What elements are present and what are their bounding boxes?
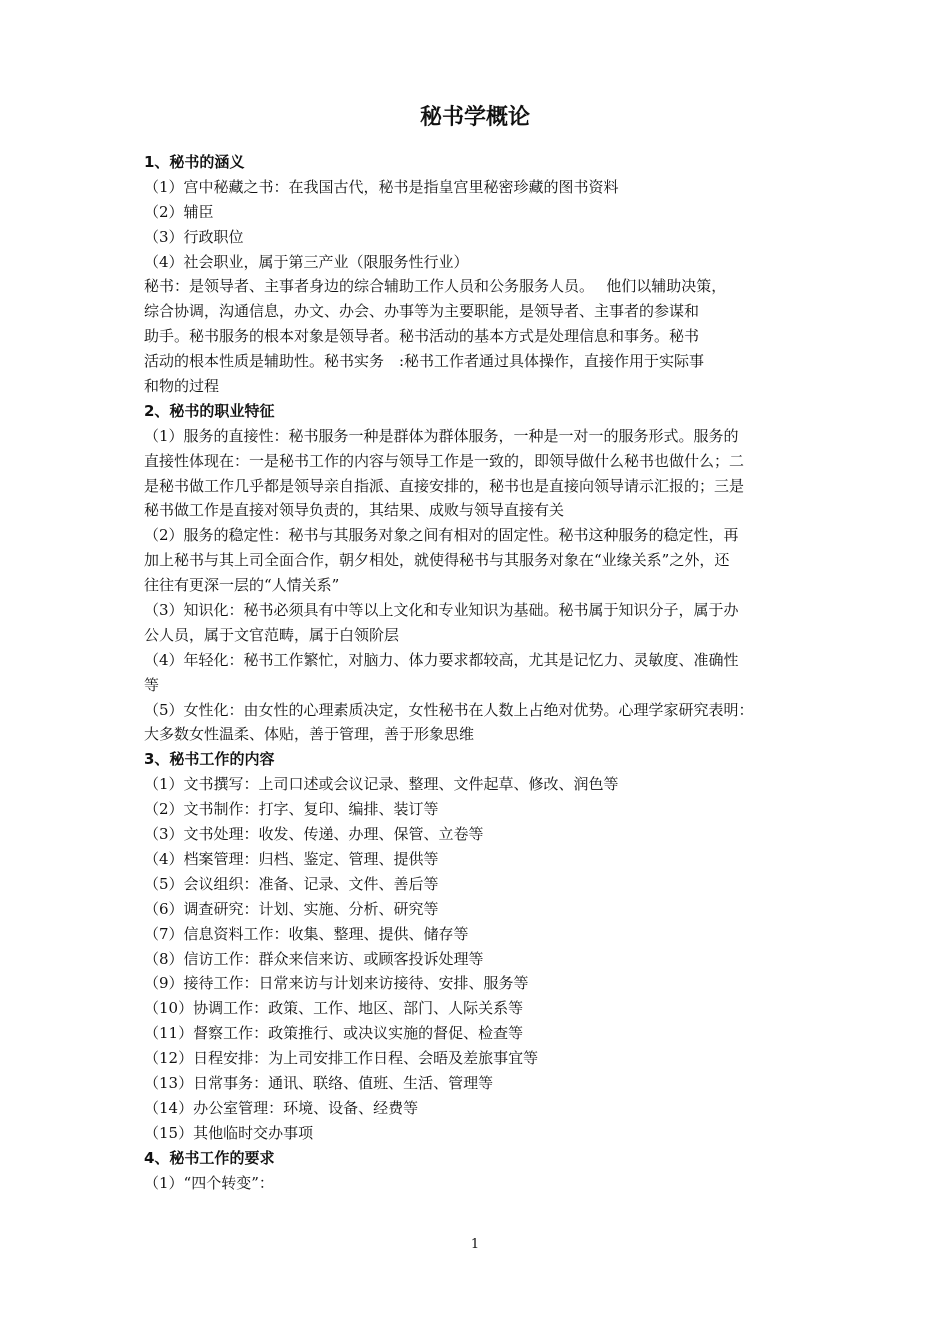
text-line: 秘书做工作是直接对领导负责的，其结果、成败与领导直接有关 (144, 501, 565, 520)
section-heading: 4、秘书工作的要求 (144, 1148, 275, 1167)
text-line: （1）服务的直接性：秘书服务一种是群体为群体服务，一种是一对一的服务形式。服务的 (144, 426, 739, 445)
document-body (144, 150, 834, 1195)
text-line: （11）督察工作：政策推行、或决议实施的督促、检查等 (144, 1024, 524, 1043)
section-heading: 3、秘书工作的内容 (144, 750, 275, 769)
text-line: （3）文书处理：收发、传递、办理、保管、立卷等 (144, 825, 484, 844)
text-line: 和物的过程 (144, 377, 220, 396)
text-line: （15）其他临时交办事项 (144, 1123, 314, 1142)
text-line: （12）日程安排：为上司安排工作日程、会晤及差旅事宜等 (144, 1049, 539, 1068)
text-line: （4）社会职业，属于第三产业（限服务性行业） (144, 252, 469, 271)
text-line: 秘书：是领导者、主事者身边的综合辅助工作人员和公务服务人员。 他们以辅助决策， (144, 277, 727, 296)
text-line: （13）日常事务：通讯、联络、值班、生活、管理等 (144, 1073, 494, 1092)
text-line: （1）“四个转变”： (144, 1173, 274, 1192)
text-line: （8）信访工作：群众来信来访、或顾客投诉处理等 (144, 949, 484, 968)
text-line: （3）行政职位 (144, 227, 244, 246)
page-number: 1 (470, 1237, 480, 1252)
text-line: 公人员，属于文官范畴，属于白领阶层 (144, 625, 400, 644)
text-line: （7）信息资料工作：收集、整理、提供、储存等 (144, 924, 469, 943)
text-line: （10）协调工作：政策、工作、地区、部门、人际关系等 (144, 999, 524, 1018)
text-line: （6）调查研究：计划、实施、分析、研究等 (144, 899, 439, 918)
section-heading: 2、秘书的职业特征 (144, 401, 275, 420)
text-line: 往往有更深一层的“人情关系” (144, 576, 340, 595)
text-line: （2）辅臣 (144, 202, 214, 221)
text-line: 综合协调，沟通信息，办文、办会、办事等为主要职能，是领导者、主事者的参谋和 (144, 302, 700, 321)
text-line: （2）服务的稳定性：秘书与其服务对象之间有相对的固定性。秘书这种服务的稳定性，再 (144, 526, 739, 545)
text-line: 大多数女性温柔、体贴，善于管理，善于形象思维 (144, 725, 475, 744)
text-line: （14）办公室管理：环境、设备、经费等 (144, 1098, 419, 1117)
text-line: （5）会议组织：准备、记录、文件、善后等 (144, 874, 439, 893)
text-line: （4）年轻化：秘书工作繁忙，对脑力、体力要求都较高，尤其是记忆力、灵敏度、准确性 (144, 650, 739, 669)
text-line: （1）宫中秘藏之书：在我国古代，秘书是指皇宫里秘密珍藏的图书资料 (144, 177, 619, 196)
text-line: 直接性体现在：一是秘书工作的内容与领导工作是一致的，即领导做什么秘书也做什么；二 (144, 451, 745, 470)
text-line: （1）文书撰写：上司口述或会议记录、整理、文件起草、修改、润色等 (144, 775, 619, 794)
section-heading: 1、秘书的涵义 (144, 153, 245, 171)
text-line: （2）文书制作：打字、复印、编排、装订等 (144, 800, 439, 819)
text-line: 加上秘书与其上司全面合作，朝夕相处，就使得秘书与其服务对象在“业缘关系”之外，还 (144, 551, 730, 570)
text-line: （3）知识化：秘书必须具有中等以上文化和专业知识为基础。秘书属于知识分子，属于办 (144, 601, 739, 620)
text-line: 活动的根本性质是辅助性。秘书实务 :秘书工作者通过具体操作，直接作用于实际事 (144, 352, 705, 371)
document-title: 秘书学概论 (419, 105, 530, 130)
text-line: （9）接待工作：日常来访与计划来访接待、安排、服务等 (144, 974, 529, 993)
text-line: （5）女性化：由女性的心理素质决定，女性秘书在人数上占绝对优势。心理学家研究表明： (144, 700, 754, 719)
text-line: （4）档案管理：归档、鉴定、管理、提供等 (144, 849, 439, 868)
text-line: 等 (144, 675, 160, 694)
text-line: 助手。秘书服务的根本对象是领导者。秘书活动的基本方式是处理信息和事务。秘书 (144, 327, 700, 346)
text-line: 是秘书做工作几乎都是领导亲自指派、直接安排的，秘书也是直接向领导请示汇报的；三是 (144, 476, 745, 495)
